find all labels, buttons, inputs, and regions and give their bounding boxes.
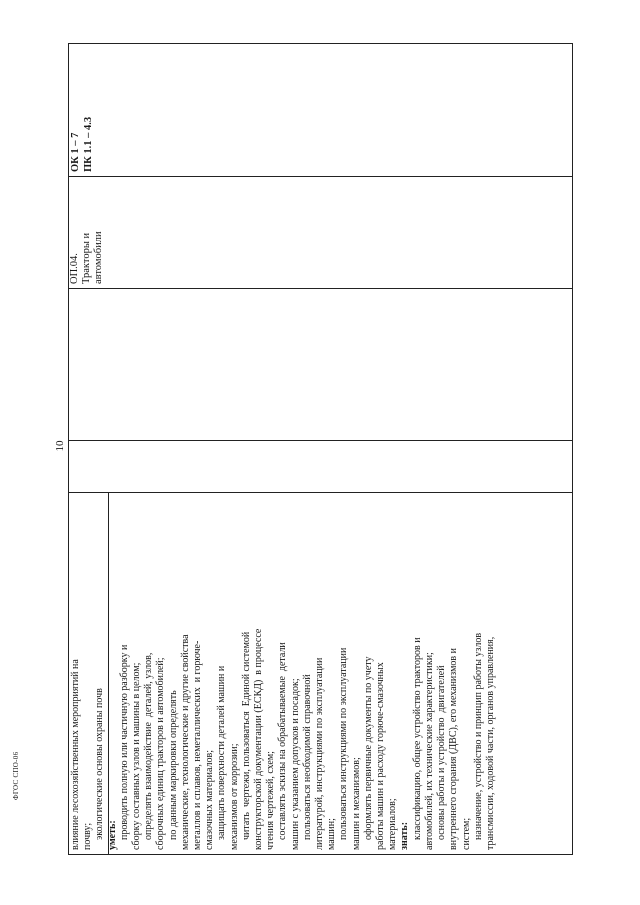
skill-line: классификацию, общее устройство тракторов и (411, 637, 423, 850)
discipline-code: ОП.04. (69, 253, 80, 284)
rotated-table (68, 43, 573, 855)
skill-line: определять взаимодействие деталей, узлов, (143, 652, 155, 850)
skill-line: чтения чертежей, схем; (265, 751, 277, 850)
competences-cell (68, 45, 96, 175)
skill-line: оформлять первичные документы по учету (362, 656, 374, 850)
skill-line: трансмиссии, ходовой части, органов управления, (484, 636, 496, 850)
skill-line: основы работы и устройство двигателей (436, 665, 448, 850)
skill-line: составлять эскизы на обрабатываемые детали (277, 642, 289, 850)
discipline-cell (68, 177, 106, 287)
skill-line: металлов и сплавов, неметаллических и горюче- (192, 640, 204, 850)
skill-line: конструкторской документации (ЕСКД) в процессе (253, 628, 265, 850)
skill-line: литературой, инструкциями по эксплуатации (314, 657, 326, 850)
skill-line: систем; (460, 817, 472, 850)
skill-line: машин и механизмов; (350, 757, 362, 850)
competence-pk: ПК 1.1 – 4.3 (83, 116, 94, 172)
skill-line: сборку составных узлов и машины в целом; (131, 662, 143, 850)
skill-line: знать: (399, 821, 411, 850)
skill-line: механические, технологические и другие свойства (179, 634, 191, 850)
skill-line: машин с указанием допусков и посадок; (289, 678, 301, 850)
skill-line: пользоваться необходимой справочной (301, 674, 313, 850)
skills-column (68, 493, 497, 853)
skill-line: смазочных материалов; (204, 750, 216, 850)
page-number: 10 (54, 440, 66, 452)
skill-line: автомобилей, их технические характеристики; (423, 652, 435, 850)
discipline-name: Тракторы и автомобили (81, 231, 104, 284)
skill-line: влияние лесохозяйственных мероприятий на (70, 659, 81, 850)
skill-line: материалов; (387, 798, 399, 850)
skill-line: машин; (326, 818, 338, 850)
column-divider (68, 288, 573, 289)
skill-line: экологические основы охраны почв (94, 688, 106, 850)
skill-line: пользоваться инструкциями по эксплуатации (338, 647, 350, 850)
column-divider (68, 440, 573, 441)
skill-line: проводить полную или частичную разборку и (118, 644, 130, 850)
footer-code: ФГОС СПО-06 (12, 751, 20, 800)
skill-line: защищать поверхности деталей машин и (216, 665, 228, 850)
column-divider (68, 176, 573, 177)
competence-ok: ОК 1 – 7 (70, 132, 81, 172)
skill-line: читать чертежи, пользоваться Единой системой (240, 631, 252, 850)
skill-line: почву; (82, 822, 94, 850)
skill-line: по данным маркировки определять (167, 690, 179, 850)
skill-line: внутреннего сгорания (ДВС), его механизмов и (448, 648, 460, 850)
skill-line: механизмов от коррозии; (228, 743, 240, 850)
skill-line: сборочных единиц тракторов и автомобилей; (155, 657, 167, 850)
skill-line: назначение, устройство и принцип работы узлов (472, 632, 484, 850)
skill-line: работы машин и расходу горюче-смазочных (375, 662, 387, 850)
skill-line: уметь: (106, 820, 118, 850)
